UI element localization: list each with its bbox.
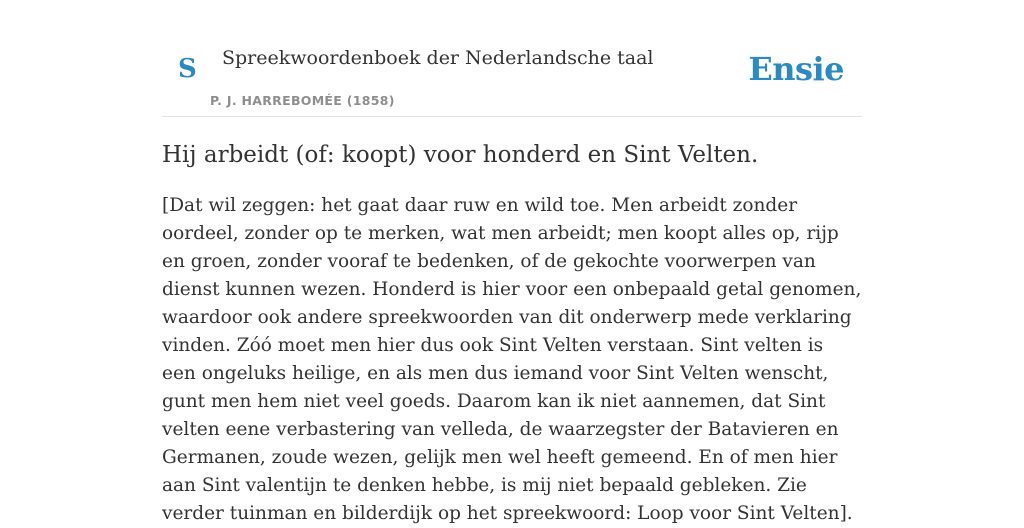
entry-definition: [Dat wil zeggen: het gaat daar ruw en wild toe. Men arbeidt zonder oordeel, zonder op te merken, wat men arbeidt; men koopt alles op, rijp en groen, zonder vooraf te bedenken, of de gekochte voorwerpen van dienst kunnen wezen. Honderd is hier voor een onbepaald getal genomen, waardoor ook andere spreekwoorden van dit onderwerp mede verklaring vinden. Zóó moet men hier dus ook Sint Velten verstaan. Sint velten is een ongeluks heilige, en als men dus iemand voor Sint Velten wenscht, gunt men hem niet veel goeds. Daarom kan ik niet aannemen, dat Sint velten eene verbastering van velleda, de waarzegster der Batavieren en Germanen, zoude wezen, gelijk men wel heeft gemeend. En of men hier aan Sint valentijn te denken hebbe, is mij niet bepaald gebleken. Zie verder tuinman en bilderdijk op het spreekwoord: Loop voor Sint Velten].: [162, 195, 862, 524]
book-author: P. J. HARREBOMÉE (1858): [210, 93, 395, 108]
brand-logo[interactable]: Ensie: [748, 50, 844, 88]
entry-headword: Hij arbeidt (of: koopt) voor honderd en Sint Velten.: [162, 142, 759, 168]
entry-card: [162, 0, 862, 524]
letter-index[interactable]: S: [178, 54, 197, 84]
book-title[interactable]: Spreekwoordenboek der Nederlandsche taal: [222, 47, 654, 69]
entry-header: [162, 0, 862, 117]
